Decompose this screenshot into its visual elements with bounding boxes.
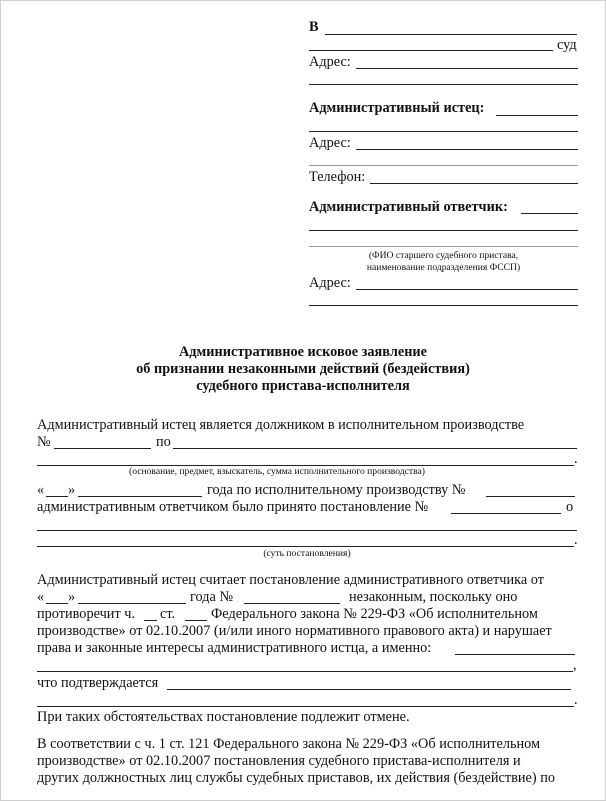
court-address-line-2[interactable] bbox=[309, 84, 578, 85]
p3-comma: , bbox=[573, 657, 577, 673]
defendant-address-line-1[interactable] bbox=[356, 289, 578, 290]
defendant-name-line-2[interactable] bbox=[309, 230, 578, 231]
p2-decision-number-line[interactable] bbox=[451, 513, 561, 514]
p3-confirm-line-1[interactable] bbox=[167, 689, 571, 690]
p5-text-3: других должностных лиц службы судебных приставов, их действия (бездействие) по bbox=[37, 770, 556, 786]
defendant-label: Административный ответчик: bbox=[309, 199, 508, 215]
defendant-name-line-3[interactable] bbox=[309, 246, 578, 247]
plaintiff-name-line-2[interactable] bbox=[309, 131, 578, 132]
p5-text-2: производстве» от 02.10.2007 постановления судебного пристава-исполнителя и bbox=[37, 753, 521, 769]
p3-confirm-line-2[interactable] bbox=[37, 706, 574, 707]
p3-law: Федерального закона № 229-ФЗ «Об исполнительном bbox=[211, 606, 538, 622]
document-title-line-2: об признании незаконными действий (бездействия) bbox=[136, 361, 470, 377]
p3-day-line[interactable] bbox=[46, 603, 68, 604]
plaintiff-address-line-2[interactable] bbox=[309, 165, 578, 166]
p2-essence-line-2[interactable] bbox=[37, 546, 574, 547]
court-suffix: суд bbox=[557, 37, 577, 53]
court-address-label: Адрес: bbox=[309, 54, 351, 70]
plaintiff-address-label: Адрес: bbox=[309, 135, 351, 151]
defendant-address-line-2[interactable] bbox=[309, 305, 578, 306]
p2-essence-line-1[interactable] bbox=[37, 530, 577, 531]
p3-part-line[interactable] bbox=[144, 620, 157, 621]
p2-date-close: » bbox=[68, 482, 76, 498]
defendant-name-line-1[interactable] bbox=[521, 213, 578, 214]
document-title-line-1: Административное исковое заявление bbox=[178, 344, 428, 360]
p3-illegal: незаконным, поскольку оно bbox=[349, 589, 518, 605]
p3-dot: . bbox=[574, 692, 578, 708]
p2-o: о bbox=[566, 499, 574, 515]
p3-date-open: « bbox=[37, 589, 45, 605]
p2-proceeding-number-line[interactable] bbox=[486, 496, 575, 497]
defendant-hint-2: наименование подразделения ФССП) bbox=[366, 262, 521, 273]
plaintiff-name-line-1[interactable] bbox=[496, 115, 578, 116]
p3-decision-number-line[interactable] bbox=[244, 603, 340, 604]
p5-text-1: В соответствии с ч. 1 ст. 121 Федерального закона № 229-ФЗ «Об исполнительном bbox=[37, 736, 541, 752]
court-prefix: В bbox=[309, 19, 319, 35]
p3-contr: противоречит ч. bbox=[37, 606, 136, 622]
phone-line[interactable] bbox=[370, 183, 578, 184]
p2-date-open: « bbox=[37, 482, 45, 498]
proceeding-number-line[interactable] bbox=[54, 448, 151, 449]
p3-article-line[interactable] bbox=[185, 620, 207, 621]
p2-dot: . bbox=[574, 532, 578, 548]
p1-dot: . bbox=[574, 451, 578, 467]
proceeding-basis-line-1[interactable] bbox=[173, 448, 577, 449]
court-name-line-2[interactable] bbox=[309, 50, 553, 51]
p2-month-line[interactable] bbox=[78, 496, 202, 497]
court-address-line-1[interactable] bbox=[356, 68, 578, 69]
hint-basis: (основание, предмет, взыскатель, сумма исполнительного производства) bbox=[129, 466, 425, 477]
p3-month-line[interactable] bbox=[78, 603, 186, 604]
p3-reason-line-2[interactable] bbox=[37, 671, 573, 672]
p1-number-sign: № bbox=[37, 434, 51, 450]
phone-label: Телефон: bbox=[309, 169, 366, 185]
plaintiff-label: Административный истец: bbox=[309, 100, 485, 116]
p3-confirm: что подтверждается bbox=[37, 675, 159, 691]
p2-decision-text: административным ответчиком было принято постановление № bbox=[37, 499, 429, 515]
p3-year-no: года № bbox=[190, 589, 234, 605]
defendant-hint-1: (ФИО старшего судебного пристава, bbox=[368, 250, 519, 261]
hint-essence: (суть постановления) bbox=[263, 548, 351, 559]
p3-art: ст. bbox=[160, 606, 176, 622]
p3-text-5: права и законные интересы административного истца, а именно: bbox=[37, 640, 432, 656]
court-name-line-1[interactable] bbox=[325, 34, 577, 35]
p2-day-line[interactable] bbox=[46, 496, 68, 497]
document-title-line-3: судебного пристава-исполнителя bbox=[196, 378, 410, 394]
p1-text: Административный истец является должником в исполнительном производстве bbox=[37, 417, 525, 433]
defendant-address-label: Адрес: bbox=[309, 275, 351, 291]
p3-text-4: производстве» от 02.10.2007 (и/или иного нормативного правового акта) и нарушает bbox=[37, 623, 552, 639]
p4-text: При таких обстоятельствах постановление подлежит отмене. bbox=[37, 709, 410, 725]
p3-date-close: » bbox=[68, 589, 76, 605]
p3-reason-line-1[interactable] bbox=[455, 654, 575, 655]
plaintiff-address-line-1[interactable] bbox=[356, 149, 578, 150]
p3-text-1: Административный истец считает постановление административного ответчика от bbox=[37, 572, 544, 588]
p2-year-text: года по исполнительному производству № bbox=[207, 482, 466, 498]
p1-po: по bbox=[156, 434, 171, 450]
